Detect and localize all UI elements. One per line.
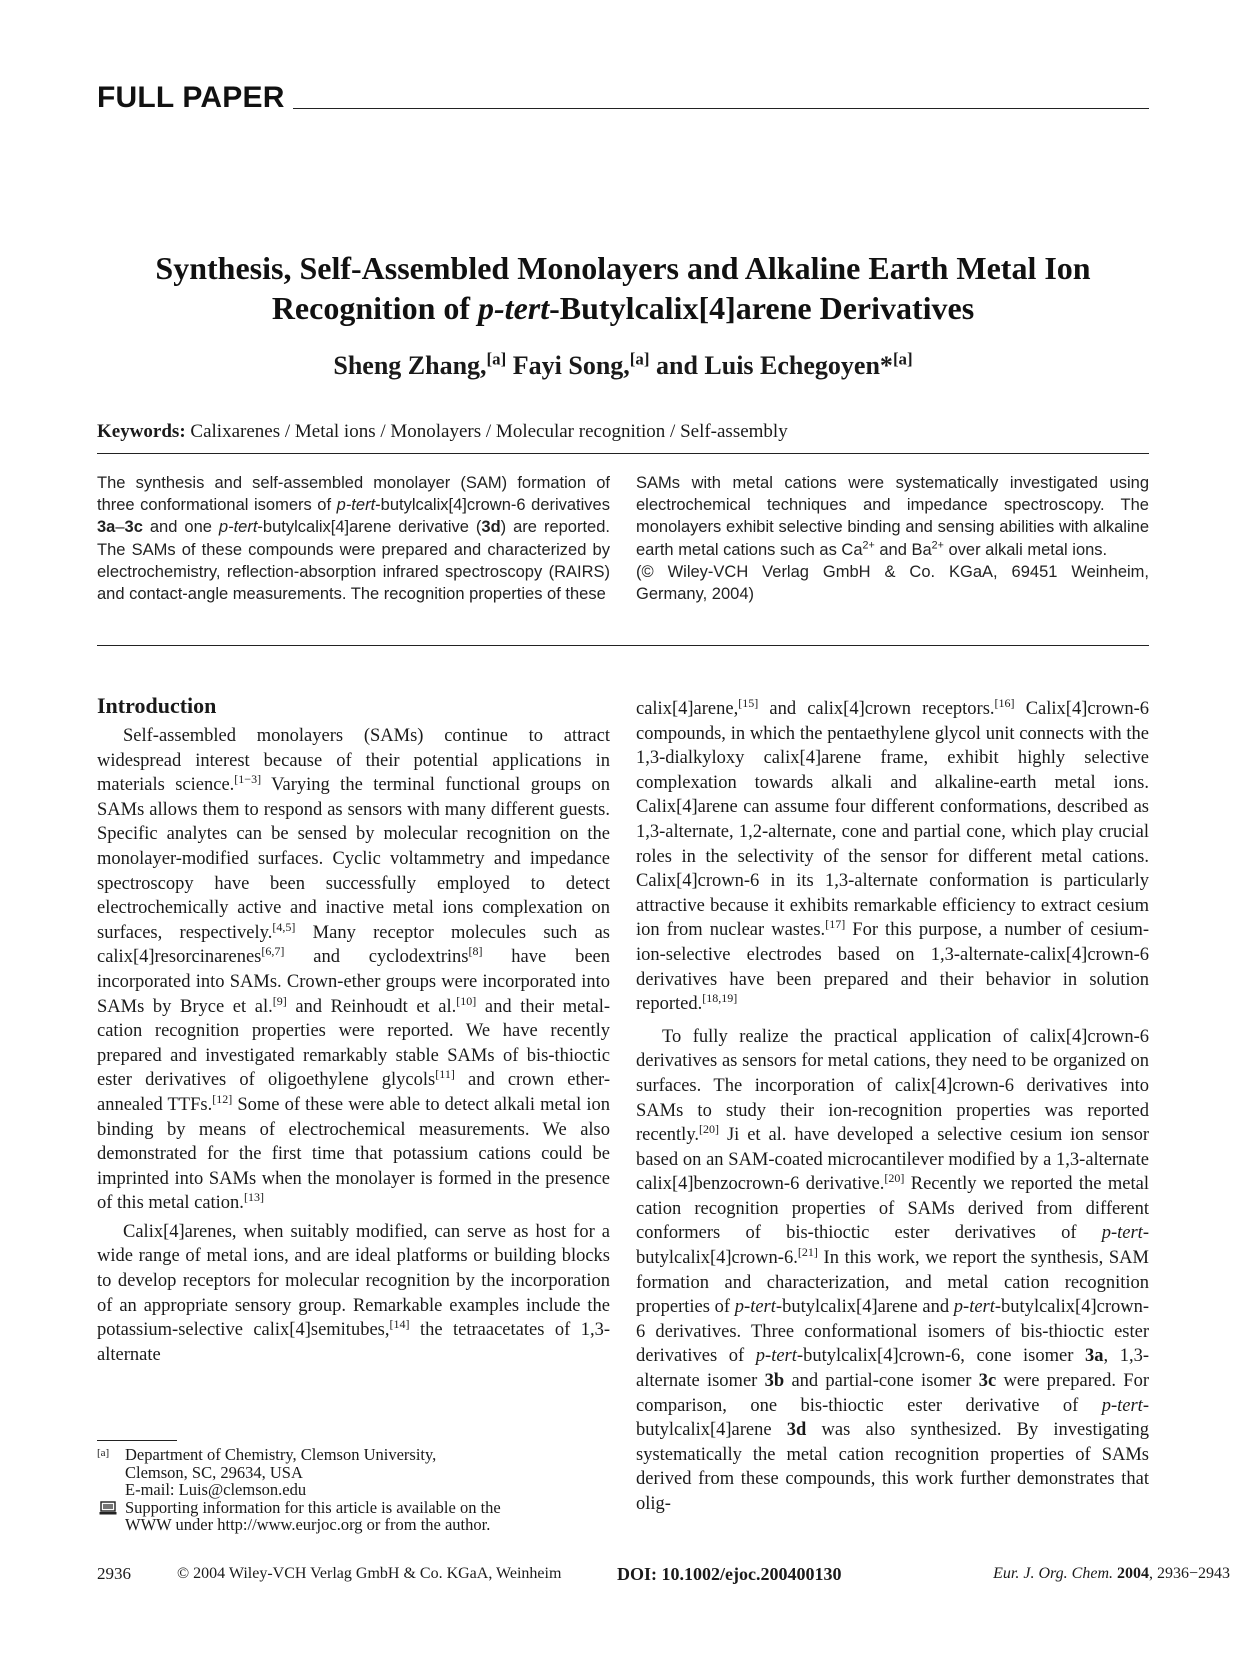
journal-citation (993, 1562, 1231, 1586)
page-footer (97, 1562, 1231, 1586)
body-text: and calix[4]crown receptors. (758, 699, 995, 719)
compound-label: 3c (124, 518, 143, 537)
citation: [14] (389, 1317, 410, 1332)
abstract-italic: p-tert (218, 518, 258, 537)
journal-pages: , 2936−2943 (1149, 1565, 1231, 1582)
title-line-2-suffix: -Butylcalix[4]arene Derivatives (549, 290, 975, 326)
doi: DOI: 10.1002/ejoc.200400130 (617, 1564, 842, 1584)
abstract-text: over alkali metal ions. (943, 540, 1108, 559)
body-text: -butylcalix[4]crown-6. (636, 1223, 1149, 1269)
body-text: Varying the terminal functional groups on SAMs allows them to respond as sensors with many different guests. Specific analytes can be sensed by molecular recognition on the monolayer-modified surfaces. Cyclic voltammetry and impedance spectroscopy have been successfully employed to detect electrochemically active and inactive metal ions complexation on surfaces, respectively. (97, 775, 610, 943)
title-italic: p-tert (478, 290, 550, 326)
footnotes (97, 1446, 610, 1534)
abstract-text: and one (142, 518, 219, 537)
citation: [20] (699, 1121, 720, 1136)
computer-icon (99, 1501, 117, 1515)
journal-name: Eur. J. Org. Chem. (993, 1565, 1113, 1582)
running-header (97, 80, 1149, 116)
body-text: and partial-cone isomer (784, 1371, 979, 1392)
body-text: Some of these were able to detect alkali metal ion binding by means of electrochemical measurements. We also demonstrated for the first time that potassium cations could be imprinted into SAMs when the monolayer is formed in the presence of this metal cation. (97, 1094, 610, 1214)
citation: [18,19] (702, 990, 738, 1005)
author-1-affiliation: [a] (486, 349, 507, 369)
body-text: have been incorporated into SAMs. Crown-ether groups were incorporated into SAMs by Bryce et al. (97, 947, 610, 1017)
body-text: calix[4]arene, (636, 699, 739, 719)
abstract-text: SAMs with metal cations were systematically investigated using electrochemical techniques and impedance spectroscopy. The monolayers exhibit selective binding and sensing abilities with alkaline earth metal cations such as Ca (636, 474, 1149, 559)
abstract-italic: p-tert (336, 496, 376, 515)
keywords-text: Calixarenes / Metal ions / Monolayers / Molecular recognition / Self-assembly (185, 421, 788, 442)
body-text: -butylcalix[4]arene and (775, 1297, 954, 1318)
italic-text: p-tert (1101, 1395, 1143, 1416)
citation: [11] (435, 1067, 455, 1082)
abstract-text: The synthesis and self-assembled monolayer (SAM) formation of three conformational isomers of (97, 474, 610, 515)
abstract-text: and Ba (874, 540, 932, 559)
compound-label: 3d (481, 518, 501, 537)
body-text: Calix[4]arenes, when suitably modified, can serve as host for a wide range of metal ions, and are ideal platforms or building blocks to develop receptors for molecular recognition by the incorporation of an appropriate sensory group. Remarkable examples include the potassium-selective calix[4]semitubes, (97, 1221, 610, 1341)
journal-year: 2004 (1117, 1565, 1149, 1582)
section-label: FULL PAPER (97, 80, 293, 116)
body-text: , 1,3-alternate isomer (636, 1346, 1149, 1392)
citation: [12] (212, 1091, 233, 1106)
body-text: was also synthesized. By investigating systematically the metal cation recognition properties of SAMs derived from these compounds, this work further demonstrates that olig- (636, 1420, 1149, 1514)
citation: [1−3] (234, 772, 262, 787)
abstract-text: -butylcalix[4]arene derivative ( (257, 518, 482, 537)
author-list (97, 350, 1149, 382)
author-3: and Luis Echegoyen* (649, 351, 893, 380)
page-number: 2936 (97, 1564, 131, 1583)
body-text: Self-assembled monolayers (SAMs) continue to attract widespread interest because of their potential applications in materials science. (97, 726, 610, 796)
citation: [13] (243, 1190, 264, 1205)
charge-superscript: 2+ (862, 539, 875, 552)
citation: [8] (468, 944, 483, 959)
citation: [9] (272, 993, 287, 1008)
affiliation-line: Clemson, SC, 29634, USA (125, 1462, 303, 1482)
body-text: In this work, we report the synthesis, SAM formation and characterization, and metal cation recognition properties of (636, 1248, 1149, 1318)
compound-label: 3d (786, 1420, 807, 1441)
body-text: -butylcalix[4]crown-6 derivatives. Three conformational isomers of bis-thioctic ester derivatives of (636, 1297, 1149, 1367)
title-line-2-prefix: Recognition of (271, 290, 479, 326)
title-line-1: Synthesis, Self-Assembled Monolayers and Alkaline Earth Metal Ion (155, 250, 1091, 286)
body-text: Recently we reported the metal cation recognition properties of SAMs derived from different conformers of bis-thioctic ester derivatives of (636, 1174, 1149, 1244)
supporting-info-footnote (97, 1499, 610, 1534)
paragraph (636, 697, 1149, 1017)
supporting-info-line: WWW under http://www.eurjoc.org or from the author. (125, 1515, 491, 1534)
citation: [15] (738, 695, 759, 710)
footer-copyright: © 2004 Wiley-VCH Verlag GmbH & Co. KGaA, Weinheim (177, 1565, 562, 1582)
body-text: -butylcalix[4]arene (636, 1395, 1149, 1441)
citation: [20] (884, 1171, 905, 1186)
author-1: Sheng Zhang, (333, 351, 487, 380)
body-left-column (97, 692, 610, 1367)
italic-text: p-tert (953, 1297, 995, 1318)
compound-label: 3a (1084, 1346, 1104, 1367)
charge-superscript: 2+ (931, 539, 944, 552)
body-text: -butylcalix[4]crown-6, cone isomer (796, 1346, 1085, 1367)
author-2: Fayi Song, (506, 351, 630, 380)
abstract (97, 472, 1149, 632)
compound-label: 3a (97, 518, 116, 537)
abstract-left-column (97, 472, 610, 605)
affiliation-line: Department of Chemistry, Clemson University, (125, 1445, 437, 1464)
abstract-copyright: (© Wiley-VCH Verlag GmbH & Co. KGaA, 69451 Weinheim, Germany, 2004) (636, 562, 1149, 604)
footnote-mark: [a] (97, 1447, 110, 1459)
body-text: For this purpose, a number of cesium-ion-selective electrodes based on 1,3-alternate-calix[4]crown-6 derivatives have been prepared and their behavior in solution reported. (636, 920, 1149, 1015)
abstract-text: – (115, 518, 125, 537)
body-text: Many receptor molecules such as calix[4]resorcinarenes (97, 922, 610, 968)
citation: [16] (994, 695, 1015, 710)
body-text: and Reinhoudt et al. (286, 996, 457, 1017)
body-text: were prepared. For comparison, one bis-thioctic ester derivative of (636, 1371, 1149, 1416)
abstract-text: ) are reported. The SAMs of these compounds were prepared and characterized by electrochemistry, reflection-absorption infrared spectroscopy (RAIRS) and contact-angle measurements. The recognition properties of these (97, 518, 610, 604)
abstract-bottom-rule (97, 645, 1149, 646)
italic-text: p-tert (1101, 1223, 1143, 1244)
body-text: Ji et al. have developed a selective cesium ion sensor based on an SAM-coated microcantilever modified by a 1,3-alternate calix[4]benzocrown-6 derivative. (636, 1125, 1149, 1195)
italic-text: p-tert (755, 1346, 797, 1367)
citation: [17] (825, 917, 846, 932)
body-text: To fully realize the practical application of calix[4]crown-6 derivatives as sensors for metal cations, they need to be organized on surfaces. The incorporation of calix[4]crown-6 derivatives into SAMs to study their ion-recognition properties was reported recently. (636, 1026, 1149, 1146)
citation: [10] (456, 993, 477, 1008)
body-right-column (636, 697, 1149, 1517)
author-2-affiliation: [a] (629, 349, 650, 369)
paper-title (97, 248, 1149, 328)
body-text: and cyclodextrins (284, 947, 469, 968)
paragraph (636, 1025, 1149, 1517)
author-3-affiliation: [a] (892, 349, 913, 369)
abstract-text: -butylcalix[4]crown-6 derivatives (375, 496, 610, 515)
footnote-rule (97, 1440, 177, 1441)
email-line: E-mail: Luis@clemson.edu (125, 1480, 307, 1499)
body-text: the tetraacetates of 1,3-alternate (97, 1320, 611, 1365)
compound-label: 3c (978, 1371, 997, 1392)
paragraph (97, 724, 610, 1216)
affiliation-footnote (97, 1446, 610, 1499)
compound-label: 3b (764, 1371, 785, 1392)
body-text: Calix[4]crown-6 compounds, in which the pentaethylene glycol unit connects with the 1,3-dialkyloxy calix[4]arene frame, exhibit highly selective complexation towards alkali and alkaline-earth metal ions. Calix[4]arene can assume four different conformations, described as 1,3-alternate, 1,2-alternate, cone and partial cone, which play crucial roles in the selectivity of the sensor for different metal cations. Calix[4]crown-6 in its 1,3-alternate conformation is particularly attractive because it exhibits remarkable efficiency to extract cesium ion from nuclear wastes. (636, 699, 1149, 941)
italic-text: p-tert (734, 1297, 776, 1318)
supporting-info-line: Supporting information for this article is available on the (125, 1497, 501, 1517)
abstract-right-column (636, 472, 1149, 605)
citation: [21] (797, 1244, 818, 1259)
keywords-label: Keywords: (97, 421, 186, 442)
body-text: and their metal-cation recognition properties were reported. We have recently prepared and investigated remarkably stable SAMs of bis-thioctic ester derivatives of oligoethylene glycols (97, 996, 610, 1091)
abstract-top-rule (97, 453, 1149, 454)
keywords (97, 420, 1149, 444)
citation: [4,5] (272, 919, 296, 934)
paragraph (97, 1220, 610, 1368)
body-text: and crown ether-annealed TTFs. (97, 1070, 610, 1115)
section-heading-introduction: Introduction (97, 693, 217, 718)
citation: [6,7] (261, 944, 285, 959)
